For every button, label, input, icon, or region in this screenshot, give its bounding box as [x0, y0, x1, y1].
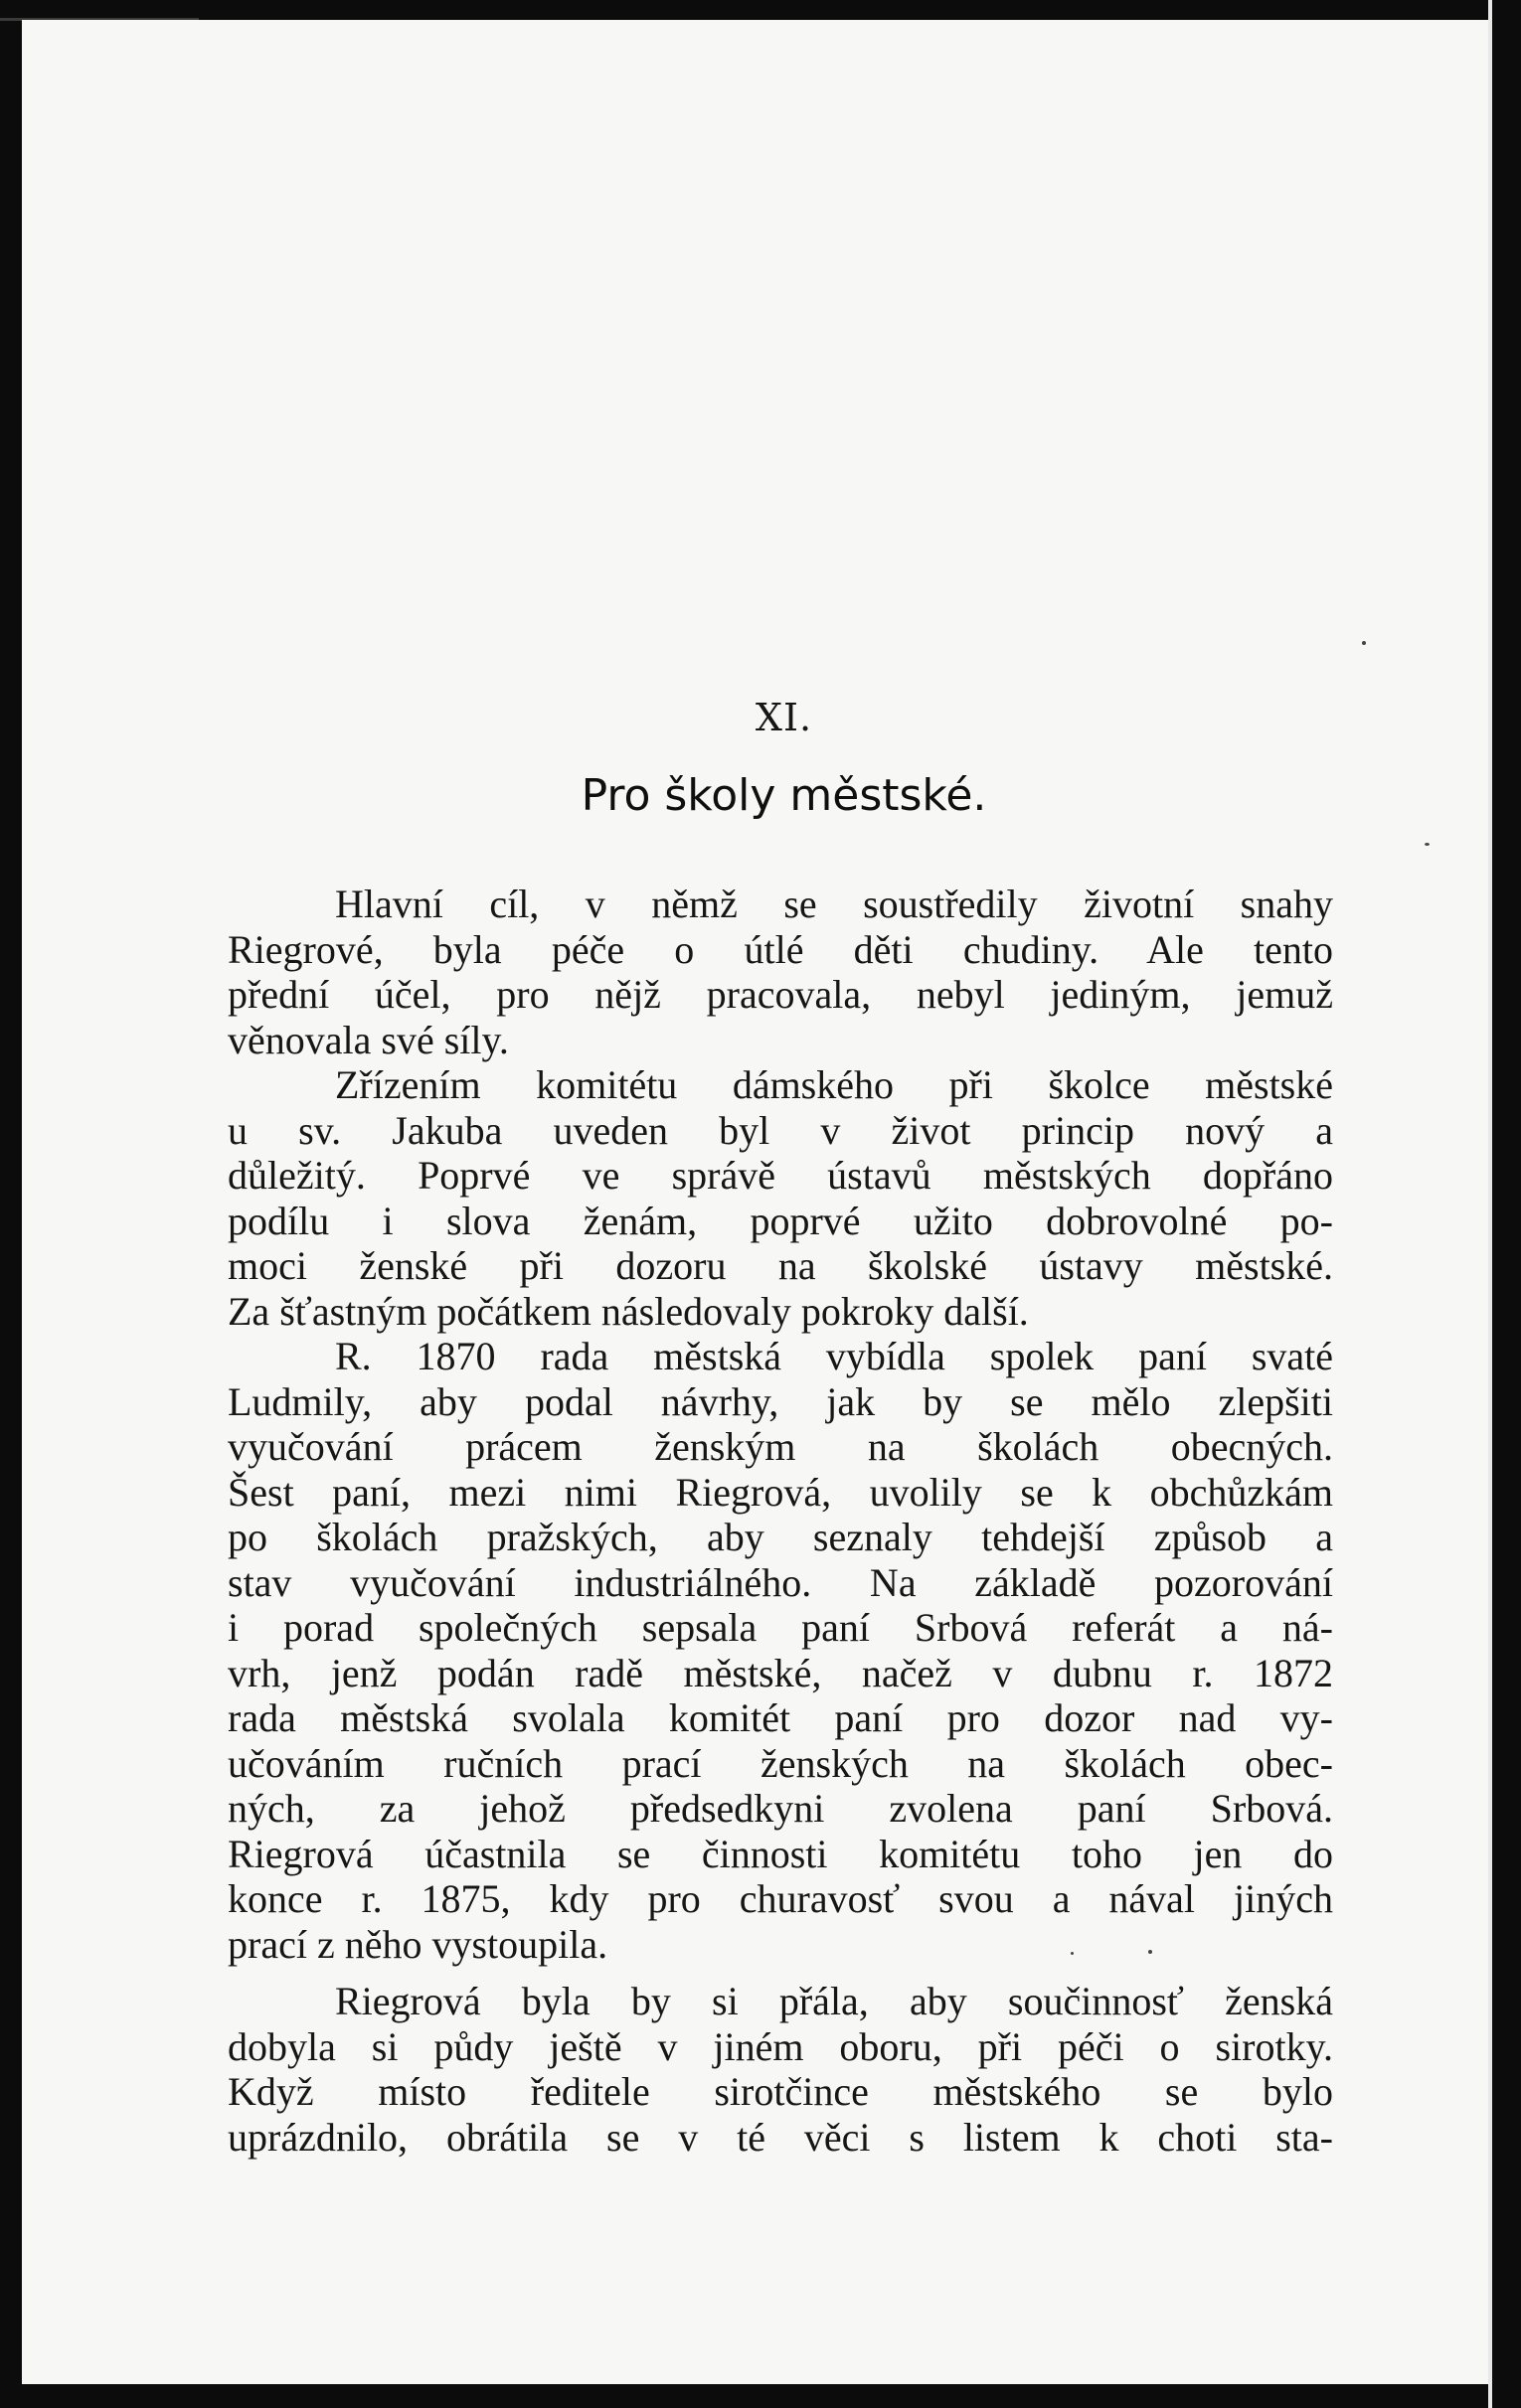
text-line: podílu i slova ženám, poprvé užito dobrovolné po-: [228, 1198, 1333, 1243]
text-line: učováním ručních prací ženských na školách obec-: [228, 1740, 1333, 1786]
text-line: moci ženské při dozoru na školské ústavy městské.: [228, 1243, 1333, 1288]
text-line: R. 1870 rada městská vybídla spolek paní svaté: [335, 1334, 1333, 1378]
text-line: po školách pražských, aby seznaly tehdejší způsob a: [228, 1515, 1333, 1559]
scan-speck: [1362, 641, 1366, 645]
scan-speck: [1425, 843, 1430, 846]
page-edge-line: [1488, 0, 1492, 2408]
text-line: dobyla si půdy ještě v jiném oboru, při péči o sirotky.: [228, 2023, 1333, 2069]
text-line: důležitý. Poprvé ve správě ústavů městských dopřáno: [228, 1153, 1333, 1198]
text-line: konce r. 1875, kdy pro churavosť svou a nával jiných: [228, 1876, 1333, 1921]
text-line: stav vyučování industriálného. Na základě pozorování: [228, 1559, 1333, 1605]
text-line: u sv. Jakuba uveden byl v život princip nový a: [228, 1107, 1333, 1153]
text-line: přední účel, pro nějž pracovala, nebyl jediným, jemuž: [228, 972, 1333, 1017]
text-line: Riegrové, byla péče o útlé děti chudiny. Ale tento: [228, 926, 1333, 972]
text-line: rada městská svolala komitét paní pro dozor nad vy-: [228, 1695, 1333, 1740]
text-line: i porad společných sepsala paní Srbová referát a ná-: [228, 1605, 1333, 1650]
chapter-number: XI.: [755, 696, 813, 739]
text-line: prací z něho vystoupila.: [228, 1921, 608, 1967]
chapter-body: [228, 882, 1333, 2160]
chapter-title: Pro školy městské.: [581, 770, 987, 821]
text-line: Zřízením komitétu dámského při školce městské: [335, 1062, 1333, 1107]
text-line: vyučování prácem ženským na školách obecných.: [228, 1424, 1333, 1469]
text-line: Riegrová byla by si přála, aby součinnosť ženská: [335, 1979, 1333, 2023]
text-line: Hlavní cíl, v němž se soustředily životní snahy: [335, 882, 1333, 926]
text-line: Riegrová účastnila se činnosti komitétu toho jen do: [228, 1831, 1333, 1876]
text-line: Za šťastným počátkem následovaly pokroky další.: [228, 1288, 1029, 1334]
text-line: uprázdnilo, obrátila se v té věci s listem k choti sta-: [228, 2114, 1333, 2160]
text-line: vrh, jenž podán radě městské, načež v dubnu r. 1872: [228, 1650, 1333, 1695]
text-line: Ludmily, aby podal návrhy, jak by se mělo zlepšiti: [228, 1378, 1333, 1424]
text-line: ných, za jehož předsedkyni zvolena paní Srbová.: [228, 1786, 1333, 1831]
text-line: věnovala své síly.: [228, 1017, 509, 1062]
text-line: Šest paní, mezi nimi Riegrová, uvolily se k obchůzkám: [228, 1469, 1333, 1515]
text-line: Když místo ředitele sirotčince městského se bylo: [228, 2069, 1333, 2114]
